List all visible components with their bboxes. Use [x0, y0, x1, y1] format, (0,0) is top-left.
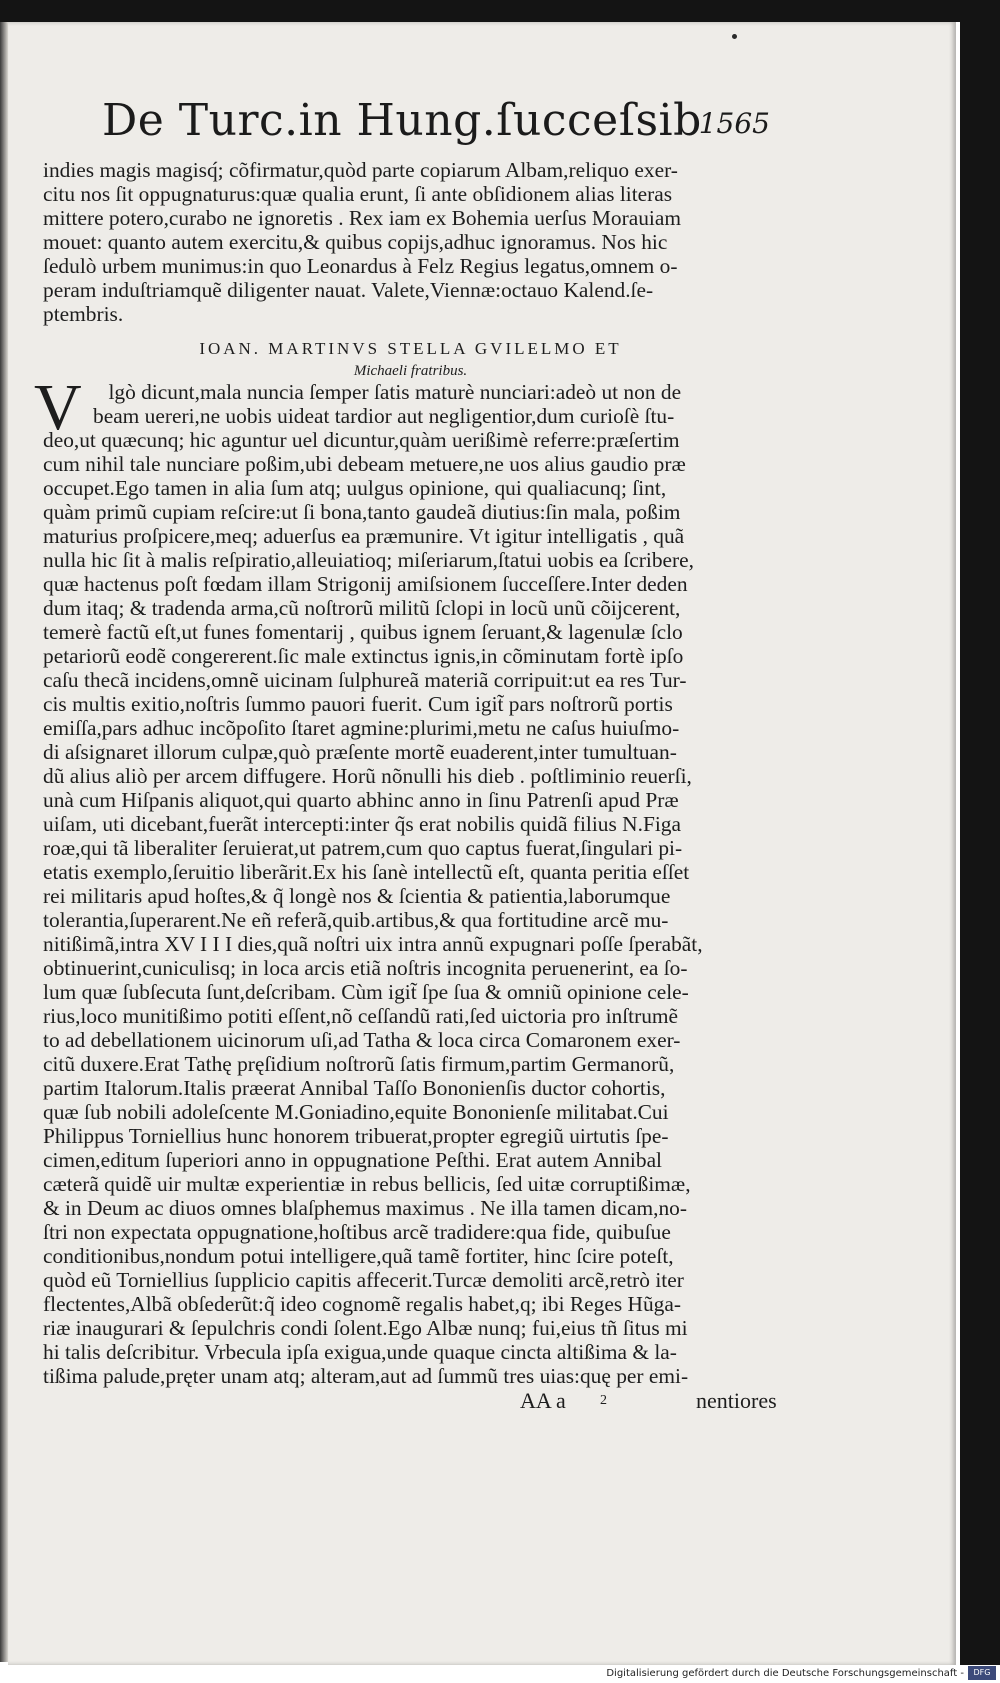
text-line: nulla hic ſit à malis reſpiratio,alleuiatioq; miſeriarum,ſtatui uobis ea ſcribere, — [43, 548, 695, 572]
text-line: roæ,qui tã liberaliter ſeruierat,ut patrem,cum quo captus fuerat,ſingulari pi- — [43, 836, 683, 860]
text-line: temerè factũ eſt,ut funes fomentarij , quibus ignem ſeruant,& lagenulæ ſclo — [43, 620, 683, 644]
text-line: partim Italorum.Italis præerat Annibal Taſſo Bononienſis ductor cohortis, — [43, 1076, 666, 1100]
dfg-logo-badge: DFG — [968, 1666, 996, 1680]
running-head-title: De Turc.in Hung.ſucceſsib — [102, 95, 702, 146]
text-line: lgò dicunt,mala nuncia ſemper ſatis maturè nunciari:adeò ut non de — [108, 380, 682, 404]
text-line: ſtri non expectata oppugnatione,hoſtibus arcẽ tradidere:qua fide, quibuſue — [43, 1220, 671, 1244]
text-line: quàm primũ cupiam reſcire:ut ſi bona,tanto gaudeã diutius:ſin mala, poßim — [43, 500, 681, 524]
text-line: citũ duxere.Erat Tathę pręſidium noſtrorũ ſatis firmum,partim Germanorũ, — [43, 1052, 675, 1076]
text-line: citu nos ſit oppugnaturus:quæ qualia erunt, ſi ante obſidionem alias literas — [43, 182, 673, 206]
text-line: caſu thecã incidens,omnẽ uicinam ſulphureã materiã corripuit:ut ea res Tur- — [43, 668, 687, 692]
text-line: flectentes,Albã obſederũt:q̃ ideo cognomẽ regalis habet,q; ibi Reges Hũga- — [43, 1292, 681, 1316]
text-line: conditionibus,nondum potui intelligere,quã tamẽ fortiter, hinc ſcire poteſt, — [43, 1244, 674, 1268]
running-head-year: 1565 — [698, 107, 770, 140]
drop-capital-initial: V — [34, 371, 82, 444]
text-line: unà cum Hiſpanis aliquot,qui quarto abhinc anno in ſinu Patrenſi apud Præ — [43, 788, 679, 812]
text-line: occupet.Ego tamen in alia ſum atq; uulgus opinione, qui qualiacunq; ſint, — [43, 476, 667, 500]
text-line: hi talis deſcribitur. Vrbecula ipſa exigua,unde quaque cincta altißima & la- — [43, 1340, 677, 1364]
ink-speck — [732, 34, 737, 39]
text-line: to ad debellationem uicinorum uſi,ad Tatha & loca circa Comaronem exer- — [43, 1028, 681, 1052]
text-line: quæ hactenus poſt fœdam illam Strigonij amiſsionem ſucceſſere.Inter deden — [43, 572, 688, 596]
text-line: riæ inaugurari & ſepulchris condi ſolent.Ego Albæ nunq; fui,eius tñ ſitus mi — [43, 1316, 688, 1340]
text-line: etatis exemplo,ſeruitio liberãrit.Ex his ſanè intellectũ eſt, quanta peritia eſſet — [43, 860, 690, 884]
text-line: petariorũ eodẽ congererent.ſic male extinctus ignis,in cõminutam fortè ipſo — [43, 644, 684, 668]
page-gutter-shadow — [0, 22, 8, 1662]
text-line: quòd eũ Torniellius ſupplicio capitis affecerit.Turcæ demoliti arcẽ,retrò iter — [43, 1268, 684, 1292]
letter-subheading: Michaeli fratribus. — [353, 363, 468, 379]
text-line: beam uereri,ne uobis uideat tardior aut negligentior,dum curioſè ſtu- — [93, 404, 675, 428]
signature-number: 2 — [600, 1393, 607, 1408]
text-line: di aſsignaret illorum culpæ,quò præſente mortẽ euaderent,inter tumultuan- — [43, 740, 677, 764]
right-scan-border — [960, 0, 1000, 1665]
signature-mark: AA a — [520, 1388, 566, 1413]
text-line: dũ alius aliò per arcem diffugere. Horũ nõnulli his dieb . poſtliminio reuerſi, — [43, 764, 692, 788]
letter-heading: IOAN. MARTINVS STELLA GVILELMO ET — [199, 339, 622, 358]
text-line: maturius proſpicere,meq; aduerſus ea præmunire. Vt igitur intelligatis , quã — [43, 524, 685, 548]
text-line: peram induſtriamquẽ diligenter nauat. Valete,Viennæ:octauo Kalend.ſe- — [43, 278, 654, 302]
text-line: rius,loco munitißimo potiti eſſent,nõ ceſſandũ rati,ſed uictoria pro inſtrumẽ — [43, 1004, 679, 1028]
text-line: cis multis exitio,noſtris ſummo pauori fuerit. Cum igit̃ pars noſtrorũ portis — [43, 692, 673, 716]
letter-body — [43, 380, 778, 1388]
paragraph-continuation — [43, 158, 778, 326]
text-line: nitißimã,intra XV I I I dies,quã noſtri uix intra annũ expugnari poſſe ſperabãt, — [43, 932, 703, 956]
text-line: & in Deum ac diuos omnes blaſphemus maximus . Ne illa tamen dicam,no- — [43, 1196, 687, 1220]
text-line: indies magis magisq́; cõfirmatur,quòd parte copiarum Albam,reliquo exer- — [43, 158, 678, 182]
text-line: dum itaq; & tradenda arma,cũ noſtrorũ militũ ſclopi in locũ unũ cõijcerent, — [43, 596, 681, 620]
text-line: cum nihil tale nunciare poßim,ubi debeam metuere,ne uos alius gaudio præ — [43, 452, 686, 476]
text-line: lum quæ ſubſecuta ſunt,deſcribam. Cùm igit̃ ſpe ſua & omniũ opinione cele- — [43, 980, 689, 1004]
text-line: quæ ſub nobili adoleſcente M.Goniadino,equite Bononienſe militabat.Cui — [43, 1100, 669, 1124]
text-line: ptembris. — [43, 302, 124, 326]
text-line: mittere potero,curabo ne ignoretis . Rex iam ex Bohemia uerſus Morauiam — [43, 206, 681, 230]
text-line: obtinuerint,cuniculisq; in loca arcis etiã noſtris incognita peruenerint, ea ſo- — [43, 956, 688, 980]
text-line: tißima palude,pręter unam atq; alteram,aut ad ſummũ tres uias:quę per emi- — [43, 1364, 689, 1388]
text-line: Philippus Torniellius hunc honorem tribuerat,propter egregiũ uirtutis ſpe- — [43, 1124, 669, 1148]
text-line: rei militaris apud hoſtes,& q̃ longè nos & ſcientia & patientia,laborumque — [43, 884, 671, 908]
text-line: cæterã quidẽ uir multæ experientiæ in rebus bellicis, ſed uitæ corruptißimæ, — [43, 1172, 691, 1196]
text-line: ſedulò urbem munimus:in quo Leonardus à Felz Regius legatus,omnem o- — [43, 254, 678, 278]
text-line: deo,ut quæcunq; hic aguntur uel dicuntur,quàm uerißimè referre:præſertim — [43, 428, 680, 452]
text-line: cimen,editum ſuperiori anno in oppugnatione Peſthi. Erat autem Annibal — [43, 1148, 663, 1172]
text-line: emiſſa,pars adhuc incõpoſito ſtaret agmine:plurimi,metu ne caſus huiuſmo- — [43, 716, 680, 740]
text-line: tolerantia,ſuperarent.Ne eñ referã,quib.artibus,& qua fortitudine arcẽ mu- — [43, 908, 669, 932]
text-line: mouet: quanto autem exercitu,& quibus copijs,adhuc ignoramus. Nos hic — [43, 230, 668, 254]
top-scan-border — [0, 0, 1000, 22]
catchword: nentiores — [696, 1388, 777, 1413]
funding-credit: Digitalisierung gefördert durch die Deutsche Forschungsgemeinschaft - — [606, 1668, 964, 1679]
text-line: uiſam, uti dicebant,fuerãt intercepti:inter q̃s erat nobilis quidã filius N.Figa — [43, 812, 681, 836]
